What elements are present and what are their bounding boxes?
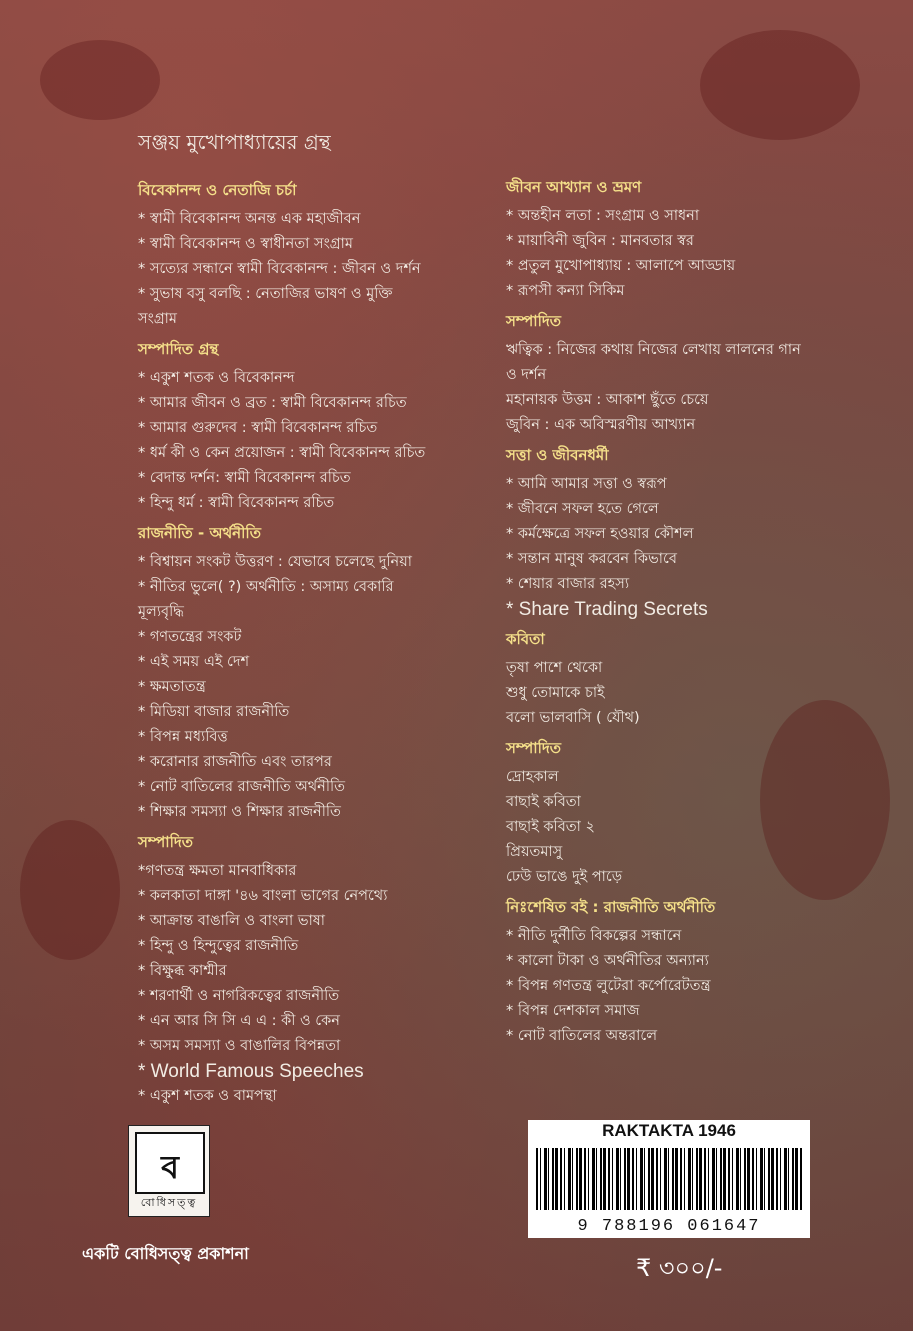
book-item: * আক্রান্ত বাঙালি ও বাংলা ভাষা: [138, 913, 326, 929]
isbn-number: 9 788196 061647: [577, 1217, 761, 1236]
section-heading: সত্তা ও জীবনধর্মী: [506, 446, 609, 464]
book-item: * শরণার্থী ও নাগরিকত্বের রাজনীতি: [138, 988, 340, 1004]
book-item: * বিপন্ন গণতন্ত্র লুটেরা কর্পোরেটতন্ত্র: [506, 978, 711, 994]
book-item: * অসম সমস্যা ও বাঙালির বিপন্নতা: [138, 1038, 341, 1054]
book-item: * সুভাষ বসু বলছি : নেতাজির ভাষণ ও মুক্তি: [138, 286, 393, 302]
barcode: [528, 1120, 810, 1238]
book-item: দ্রোহকাল: [506, 769, 559, 785]
book-item: * বিশ্বায়ন সংকট উত্তরণ : যেভাবে চলেছে দুনিয়া: [138, 554, 412, 570]
book-item: * স্বামী বিবেকানন্দ অনন্ত এক মহাজীবন: [138, 211, 361, 227]
section-heading: সম্পাদিত: [506, 739, 562, 757]
section-heading: সম্পাদিত গ্রন্থ: [138, 340, 219, 358]
book-item: * নীতির ভুলে( ?) অর্থনীতি : অসাম্য বেকারি: [138, 579, 394, 595]
logo-name: বোধিসত্ত্ব: [140, 1196, 198, 1209]
book-item: * বিপন্ন দেশকাল সমাজ: [506, 1003, 640, 1019]
book-item: * ক্ষমতাতন্ত্র: [138, 679, 206, 695]
book-item: * কলকাতা দাঙ্গা '৪৬ বাংলা ভাগের নেপথ্যে: [138, 888, 388, 904]
book-item: ও দর্শন: [506, 367, 547, 383]
book-item: * নোট বাতিলের রাজনীতি অর্থনীতি: [138, 779, 346, 795]
left-column: [128, 128, 478, 1109]
book-item: ঢেউ ভাঙে দুই পাড়ে: [506, 869, 623, 885]
section-heading: বিবেকানন্দ ও নেতাজি চর্চা: [138, 181, 297, 199]
price: ₹ ৩০০/-: [636, 1254, 723, 1282]
section-heading: সম্পাদিত: [138, 833, 194, 851]
section-heading: নিঃশেষিত বই : রাজনীতি অর্থনীতি: [506, 898, 716, 916]
book-item: শুধু তোমাকে চাই: [506, 685, 605, 701]
section-heading: রাজনীতি - অর্থনীতি: [138, 524, 261, 542]
tree-icon: [135, 1132, 205, 1194]
book-item: * এই সময় এই দেশ: [138, 654, 250, 670]
book-item: মূল্যবৃদ্ধি: [138, 604, 184, 620]
book-item: * প্রতুল মুখোপাধ্যায় : আলাপে আড্ডায়: [506, 258, 736, 274]
book-item: * আমার গুরুদেব : স্বামী বিবেকানন্দ রচিত: [138, 420, 378, 436]
book-item: ঋত্বিক : নিজের কথায় নিজের লেখায় লালনের গান: [506, 342, 801, 358]
right-column: [496, 170, 896, 1049]
book-item: * কর্মক্ষেত্রে সফল হওয়ার কৌশল: [506, 526, 694, 542]
book-item: * জীবনে সফল হতে গেলে: [506, 501, 659, 517]
section-heading: জীবন আখ্যান ও ভ্রমণ: [506, 178, 642, 196]
section-heading: সম্পাদিত: [506, 312, 562, 330]
book-item: * হিন্দু ও হিন্দুত্বের রাজনীতি: [138, 938, 299, 954]
book-item: * নোট বাতিলের অন্তরালে: [506, 1028, 657, 1044]
book-item: * World Famous Speeches: [138, 1061, 364, 1082]
book-item: *গণতন্ত্র ক্ষমতা মানবাধিকার: [138, 863, 297, 879]
book-item: * আমার জীবন ও ব্রত : স্বামী বিবেকানন্দ রচিত: [138, 395, 407, 411]
publisher-logo: [128, 1125, 210, 1217]
logo-letter: ব: [161, 1148, 179, 1186]
book-item: * করোনার রাজনীতি এবং তারপর: [138, 754, 332, 770]
book-item: * এন আর সি সি এ এ : কী ও কেন: [138, 1013, 340, 1029]
book-item: * ধর্ম কী ও কেন প্রয়োজন : স্বামী বিবেকানন্দ রচিত: [138, 445, 426, 461]
book-item: প্রিয়তমাসু: [506, 844, 563, 860]
book-item: তৃষা পাশে থেকো: [506, 660, 603, 676]
book-item: * আমি আমার সত্তা ও স্বরূপ: [506, 476, 667, 492]
book-item: বলো ভালবাসি ( যৌথ): [506, 710, 640, 726]
book-item: * সন্তান মানুষ করবেন কিভাবে: [506, 551, 677, 567]
book-item: * বিপন্ন মধ্যবিত্ত: [138, 729, 228, 745]
book-item: * হিন্দু ধর্ম : স্বামী বিবেকানন্দ রচিত: [138, 495, 335, 511]
book-item: * বিক্ষুব্ধ কাশ্মীর: [138, 963, 227, 979]
book-item: * একুশ শতক ও বিবেকানন্দ: [138, 370, 295, 386]
barcode-bars: [536, 1148, 802, 1210]
book-item: * একুশ শতক ও বামপন্থা: [138, 1088, 277, 1104]
book-item: * স্বামী বিবেকানন্দ ও স্বাধীনতা সংগ্রাম: [138, 236, 353, 252]
page-title: সঞ্জয় মুখোপাধ্যায়ের গ্রন্থ: [138, 130, 331, 154]
book-item: * কালো টাকা ও অর্থনীতির অন্যান্য: [506, 953, 709, 969]
book-item: মহানায়ক উত্তম : আকাশ ছুঁতে চেয়ে: [506, 392, 709, 408]
book-item: * অন্তহীন লতা : সংগ্রাম ও সাধনা: [506, 208, 700, 224]
book-item: * নীতি দুর্নীতি বিকল্পের সন্ধানে: [506, 928, 682, 944]
book-item: * Share Trading Secrets: [506, 599, 708, 620]
book-item: * সত্যের সন্ধানে স্বামী বিবেকানন্দ : জীবন ও দর্শন: [138, 261, 421, 277]
book-item: * রূপসী কন্যা সিকিম: [506, 283, 625, 299]
book-item: * মিডিয়া বাজার রাজনীতি: [138, 704, 290, 720]
book-item: জুবিন : এক অবিস্মরণীয় আখ্যান: [506, 417, 696, 433]
publisher-line: একটি বোধিসত্ত্ব প্রকাশনা: [82, 1244, 249, 1263]
book-item: সংগ্রাম: [138, 311, 177, 327]
book-item: * মায়াবিনী জুবিন : মানবতার স্বর: [506, 233, 694, 249]
book-item: বাছাই কবিতা: [506, 794, 581, 810]
book-item: * বেদান্ত দর্শন: স্বামী বিবেকানন্দ রচিত: [138, 470, 351, 486]
book-item: * গণতন্ত্রের সংকট: [138, 629, 242, 645]
book-item: * শিক্ষার সমস্যা ও শিক্ষার রাজনীতি: [138, 804, 341, 820]
book-item: বাছাই কবিতা ২: [506, 819, 595, 835]
book-item: * শেয়ার বাজার রহস্য: [506, 576, 630, 592]
barcode-title: RAKTAKTA 1946: [602, 1121, 736, 1140]
section-heading: কবিতা: [506, 630, 545, 648]
